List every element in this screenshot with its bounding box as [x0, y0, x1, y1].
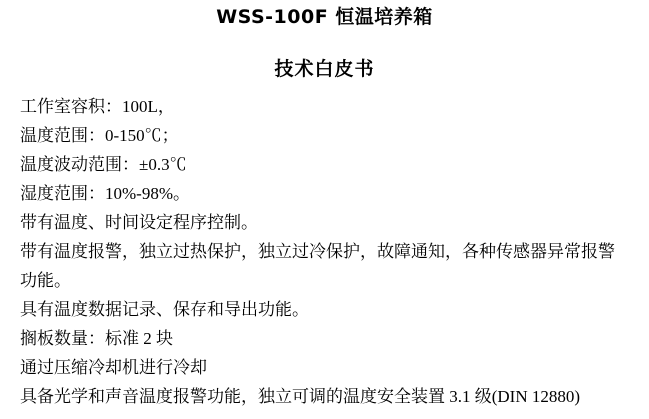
document-title: WSS-100F 恒温培养箱 [216, 6, 433, 28]
spec-line-chamber-volume: 工作室容积：100L， [20, 97, 175, 116]
document-subtitle: 技术白皮书 [274, 58, 375, 80]
spec-line-temp-fluctuation: 温度波动范围：±0.3℃ [20, 155, 187, 174]
spec-line-alarm-functions-cont: 功能。 [20, 271, 71, 290]
spec-line-data-logging: 具有温度数据记录、保存和导出功能。 [20, 300, 309, 319]
spec-line-safety-device: 具备光学和声音温度报警功能，独立可调的温度安全装置 3.1 级(DIN 12880) [20, 387, 581, 406]
spec-line-alarm-functions: 带有温度报警，独立过热保护，独立过冷保护，故障通知，各种传感器异常报警 [20, 242, 615, 261]
spec-list [0, 92, 649, 411]
spec-line-temp-range: 温度范围：0-150℃； [20, 126, 179, 145]
spec-line-humidity-range: 湿度范围：10%-98%。 [20, 184, 190, 203]
spec-line-shelf-count: 搁板数量：标准 2 块 [20, 329, 173, 348]
spec-line-compressor-cooling: 通过压缩冷却机进行冷却 [20, 358, 207, 377]
spec-line-program-control: 带有温度、时间设定程序控制。 [20, 213, 258, 232]
